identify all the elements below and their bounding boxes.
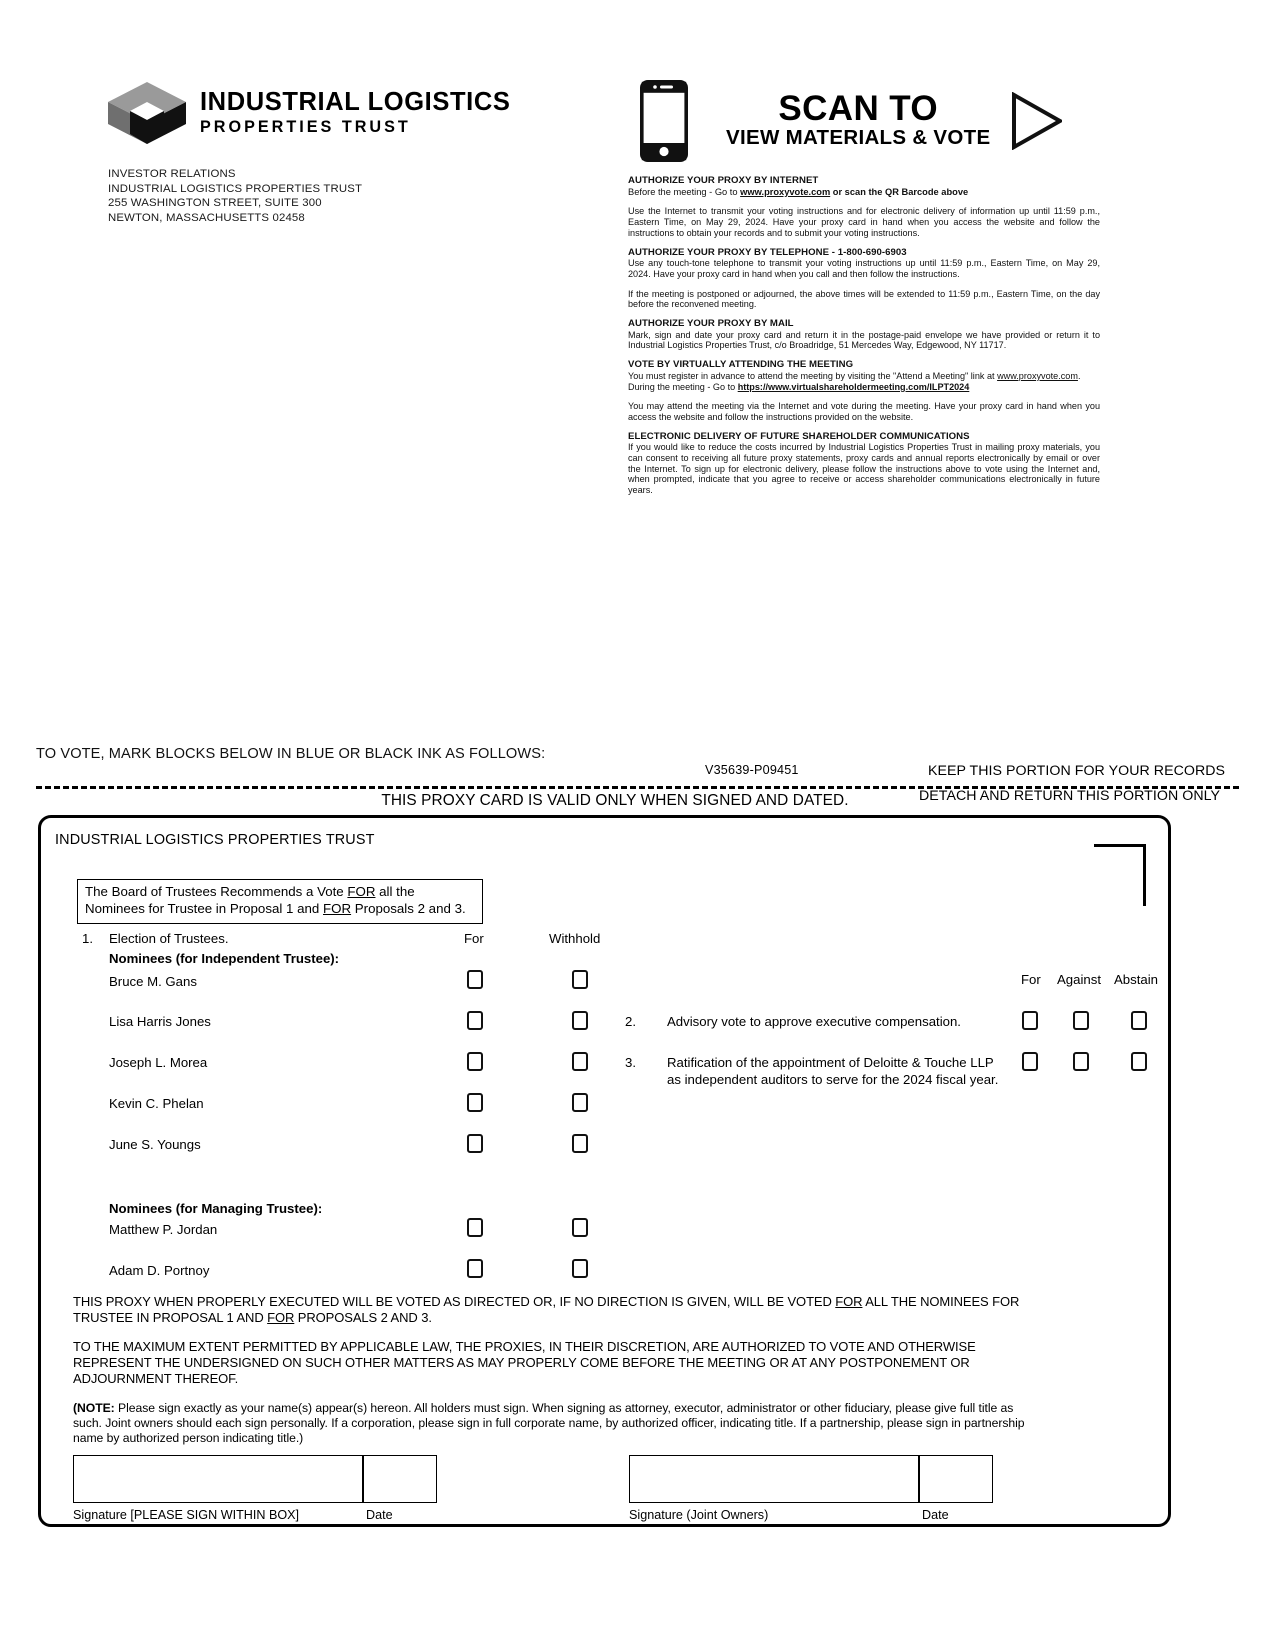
- checkbox-against-proposal-2[interactable]: [1073, 1011, 1089, 1030]
- checkbox-withhold-managing-2[interactable]: [572, 1259, 588, 1278]
- proposal3-number: 3.: [625, 1055, 636, 1070]
- legal-p1-for1: FOR: [835, 1294, 863, 1309]
- virtual-during-line: [628, 382, 1100, 393]
- proposal1-number: 1.: [82, 931, 93, 946]
- managing-trustee-heading: Nominees (for Managing Trustee):: [109, 1201, 323, 1216]
- proposal3-line1: Ratification of the appointment of Deloitte & Touche LLP: [667, 1055, 994, 1070]
- checkbox-for-proposal-3[interactable]: [1022, 1052, 1038, 1071]
- address-line: INDUSTRIAL LOGISTICS PROPERTIES TRUST: [108, 182, 363, 195]
- checkbox-for-managing-2[interactable]: [467, 1259, 483, 1278]
- virtual-during-prefix: During the meeting - Go to: [628, 381, 738, 392]
- independent-trustee-heading: Nominees (for Independent Trustee):: [109, 951, 340, 966]
- cube-logo-icon: [108, 82, 186, 144]
- legal-paragraph-2: TO THE MAXIMUM EXTENT PERMITTED BY APPLICABLE LAW, THE PROXIES, IN THEIR DISCRETION, ARE AUTHORIZED TO VOTE AND OTHERWISE REPRESENT THE UNDERSIGNED ON SUCH OTHER MATTERS AS MAY PROPERLY COME BEFORE THE MEETING OR AT ANY POSTPONEMENT OR ADJOURNMENT THEREOF.: [73, 1339, 976, 1386]
- checkbox-withhold-nominee-3[interactable]: [572, 1052, 588, 1071]
- scan-headline: SCAN TO: [778, 89, 939, 129]
- virtual-meeting-link[interactable]: https://www.virtualshareholdermeeting.com/ILPT2024: [737, 381, 970, 392]
- internet-body: Use the Internet to transmit your voting instructions and for electronic delivery of information up until 11:59 p.m., Eastern Time, on May 29, 2024. Have your proxy card in hand when you access the website and follow the instructions to obtain your records and to submit your voting instructions.: [628, 206, 1100, 238]
- logo-primary-text: INDUSTRIAL LOGISTICS: [200, 88, 511, 117]
- proposal2-number: 2.: [625, 1014, 636, 1029]
- recommendation-part1: The Board of Trustees Recommends a Vote: [85, 884, 348, 899]
- signature-label-primary: Signature [PLEASE SIGN WITHIN BOX]: [73, 1508, 300, 1522]
- column-header-for: For: [464, 931, 484, 946]
- checkbox-withhold-managing-1[interactable]: [572, 1218, 588, 1237]
- smartphone-icon: [640, 80, 688, 162]
- legal-note-body: Please sign exactly as your name(s) appear(s) hereon. All holders must sign. When signing as attorney, executor, administrator or other fiduciary, please give full title as such. Joint owners should each sign personally. If a corporation, please sign in full corporate name, by authorized officer, indicating title. If a partnership, please sign in partnership name by authorized person indicating title.): [73, 1400, 1025, 1445]
- address-line: NEWTON, MASSACHUSETTS 02458: [108, 211, 305, 224]
- checkbox-withhold-nominee-5[interactable]: [572, 1134, 588, 1153]
- legal-paragraph-1: [73, 1294, 1030, 1325]
- recommendation-part2: all the Nominees for Trustee in Proposal 1 and: [85, 884, 415, 916]
- nominee-name: Adam D. Portnoy: [109, 1263, 210, 1278]
- checkbox-withhold-nominee-1[interactable]: [572, 970, 588, 989]
- column-header-withhold: Withhold: [549, 931, 601, 946]
- checkbox-abstain-proposal-3[interactable]: [1131, 1052, 1147, 1071]
- internet-sub-prefix: Before the meeting - Go to: [628, 186, 741, 197]
- recommendation-part3: Proposals 2 and 3.: [351, 900, 466, 916]
- internet-subline: [628, 187, 1100, 198]
- company-logo-block: [108, 82, 578, 144]
- date-field-primary[interactable]: [363, 1455, 437, 1503]
- nominee-name: Bruce M. Gans: [109, 974, 197, 989]
- proxyvote-link-2[interactable]: www.proxyvote.com: [997, 370, 1078, 381]
- mark-blocks-instruction: TO VOTE, MARK BLOCKS BELOW IN BLUE OR BLACK INK AS FOLLOWS:: [36, 746, 546, 762]
- recommendation-for-2: FOR: [323, 900, 352, 916]
- legal-p1-b: ALL THE NOMINEES FOR TRUSTEE IN PROPOSAL 1 AND: [73, 1294, 1020, 1325]
- checkbox-for-nominee-5[interactable]: [467, 1134, 483, 1153]
- date-label-primary: Date: [366, 1508, 393, 1522]
- proposal1-title: Election of Trustees.: [109, 931, 229, 946]
- postponement-note: If the meeting is postponed or adjourned, the above times will be extended to 11:59 p.m., Eastern Time, on the day before the reconvened meeting.: [628, 288, 1100, 310]
- proposal2-text: Advisory vote to approve executive compensation.: [667, 1014, 961, 1029]
- internet-heading: AUTHORIZE YOUR PROXY BY INTERNET: [628, 175, 819, 186]
- date-label-joint: Date: [922, 1508, 949, 1522]
- date-field-joint[interactable]: [919, 1455, 993, 1503]
- checkbox-against-proposal-3[interactable]: [1073, 1052, 1089, 1071]
- nominee-name: June S. Youngs: [109, 1137, 201, 1152]
- proxyvote-link[interactable]: www.proxyvote.com: [740, 186, 831, 197]
- mail-body: Mark, sign and date your proxy card and return it in the postage-paid envelope we have provided or return it to Industrial Logistics Properties Trust, c/o Broadridge, 51 Mercedes Way, Edgewood, NY 11717.: [628, 329, 1100, 351]
- ballot-company-title: INDUSTRIAL LOGISTICS PROPERTIES TRUST: [55, 832, 375, 848]
- telephone-body: Use any touch-tone telephone to transmit your voting instructions up until 11:59 p.m., Eastern Time, on May 29, 2024. Have your proxy card in hand when you call and then follow the instructions.: [628, 258, 1100, 279]
- checkbox-for-nominee-2[interactable]: [467, 1011, 483, 1030]
- keep-portion-text: KEEP THIS PORTION FOR YOUR RECORDS: [928, 763, 1226, 779]
- internet-sub-suffix: or scan the QR Barcode above: [830, 186, 969, 197]
- column-header-abstain: Abstain: [1114, 972, 1158, 987]
- scan-to-vote-block: [640, 80, 1062, 162]
- virtual-register-suffix: .: [1077, 370, 1081, 381]
- column-header-against: Against: [1057, 972, 1101, 987]
- signature-field-primary[interactable]: [73, 1455, 363, 1503]
- detach-portion-text: DETACH AND RETURN THIS PORTION ONLY: [919, 788, 1221, 804]
- virtual-body: You may attend the meeting via the Internet and vote during the meeting. Have your proxy card in hand when you access the website and follow the instructions provided on the website.: [628, 401, 1100, 422]
- legal-p1-c: PROPOSALS 2 AND 3.: [294, 1309, 432, 1325]
- recommendation-for-1: FOR: [347, 884, 376, 899]
- nominee-name: Matthew P. Jordan: [109, 1222, 218, 1237]
- legal-note-label: (NOTE:: [73, 1400, 115, 1415]
- virtual-register-line: [628, 371, 1100, 382]
- legal-p1-a: THIS PROXY WHEN PROPERLY EXECUTED WILL BE VOTED AS DIRECTED OR, IF NO DIRECTION IS GIVEN, WILL BE VOTED: [73, 1294, 836, 1309]
- virtual-meeting-heading: VOTE BY VIRTUALLY ATTENDING THE MEETING: [628, 359, 854, 371]
- alignment-corner-mark: [1094, 844, 1146, 906]
- signature-label-joint: Signature (Joint Owners): [629, 1508, 769, 1522]
- nominee-name: Joseph L. Morea: [109, 1055, 208, 1070]
- telephone-heading: AUTHORIZE YOUR PROXY BY TELEPHONE - 1-800-690-6903: [628, 246, 907, 258]
- voting-instructions: [628, 176, 1100, 496]
- nominee-name: Lisa Harris Jones: [109, 1014, 211, 1029]
- address-line: INVESTOR RELATIONS: [108, 168, 236, 180]
- proposal3-line2: as independent auditors to serve for the 2024 fiscal year.: [667, 1071, 999, 1087]
- logo-secondary-text: PROPERTIES TRUST: [200, 117, 411, 136]
- address-line: 255 WASHINGTON STREET, SUITE 300: [108, 197, 322, 210]
- checkbox-withhold-nominee-2[interactable]: [572, 1011, 588, 1030]
- play-arrow-icon: [1010, 92, 1062, 150]
- valid-when-signed-text: THIS PROXY CARD IS VALID ONLY WHEN SIGNED AND DATED.: [381, 792, 849, 809]
- checkbox-for-nominee-4[interactable]: [467, 1093, 483, 1112]
- scan-subheadline: VIEW MATERIALS & VOTE: [726, 126, 991, 150]
- proposal3-text: [667, 1055, 998, 1088]
- column-header-for-right: For: [1021, 972, 1041, 987]
- nominee-name: Kevin C. Phelan: [109, 1096, 204, 1111]
- legal-p1-for2: FOR: [267, 1309, 295, 1325]
- electronic-delivery-heading: ELECTRONIC DELIVERY OF FUTURE SHAREHOLDER COMMUNICATIONS: [628, 430, 970, 442]
- legal-note: [73, 1401, 1030, 1447]
- proxy-ballot-card: [38, 815, 1171, 1527]
- legal-text-block: [73, 1294, 1030, 1446]
- checkbox-for-managing-1[interactable]: [467, 1218, 483, 1237]
- checkbox-abstain-proposal-2[interactable]: [1131, 1011, 1147, 1030]
- board-recommendation-box: [77, 879, 483, 924]
- electronic-delivery-body: If you would like to reduce the costs incurred by Industrial Logistics Properties Trust in mailing proxy materials, you can consent to receiving all future proxy statements, proxy cards and annual reports electronically by email or over the Internet. To sign up for electronic delivery, please follow the instructions above to vote using the Internet and, when prompted, indicate that you agree to receive or access shareholder communications electronically in future years.: [628, 442, 1100, 496]
- checkbox-for-nominee-3[interactable]: [467, 1052, 483, 1071]
- virtual-register-prefix: You must register in advance to attend the meeting by visiting the "Attend a Meeting" link at: [628, 370, 998, 381]
- checkbox-for-proposal-2[interactable]: [1022, 1011, 1038, 1030]
- checkbox-withhold-nominee-4[interactable]: [572, 1093, 588, 1112]
- checkbox-for-nominee-1[interactable]: [467, 970, 483, 989]
- investor-relations-address: [108, 167, 362, 225]
- signature-field-joint[interactable]: [629, 1455, 919, 1503]
- control-number: V35639-P09451: [705, 763, 799, 777]
- mail-heading: AUTHORIZE YOUR PROXY BY MAIL: [628, 318, 794, 330]
